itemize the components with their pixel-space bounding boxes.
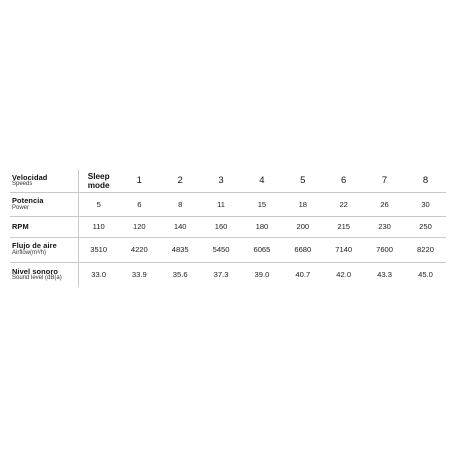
- rpm-label: RPM: [12, 221, 29, 231]
- airflow-value: 4835: [160, 237, 201, 262]
- speed-value-3: 3: [218, 175, 224, 187]
- power-sublabel: Power: [12, 204, 30, 211]
- rpm-value: 215: [323, 216, 364, 237]
- rpm-value: 180: [242, 216, 283, 237]
- power-value: 30: [405, 192, 446, 216]
- sound-level-value: 43.3: [364, 262, 405, 287]
- fan-spec-table: [10, 170, 446, 287]
- sound-level-value: 33.9: [119, 262, 160, 287]
- speed-label: Velocidad: [12, 172, 48, 182]
- power-value: 11: [201, 192, 242, 216]
- power-label: Potencia: [12, 195, 44, 205]
- speed-sublabel: Speeds: [12, 181, 33, 188]
- power-value: 22: [323, 192, 364, 216]
- speed-value-6: 6: [341, 175, 347, 187]
- speed-value-7: 7: [381, 175, 388, 187]
- rpm-row: [10, 216, 446, 237]
- power-value: 15: [242, 192, 283, 216]
- power-value: 18: [282, 192, 323, 216]
- power-row: [10, 192, 446, 216]
- airflow-value: 3510: [78, 237, 119, 262]
- sound-level-value: 33.0: [78, 262, 119, 287]
- sound-level-value: 42.0: [323, 262, 364, 287]
- sound-level-label-cell: [10, 262, 78, 287]
- airflow-value: 6680: [282, 237, 323, 262]
- sound-level-sublabel: Sound level (dB(a): [12, 275, 62, 282]
- rpm-value: 140: [160, 216, 201, 237]
- rpm-label-cell: [10, 216, 78, 237]
- airflow-value: 5450: [201, 237, 242, 262]
- rpm-value: 200: [282, 216, 323, 237]
- speed-row: [10, 170, 446, 192]
- sound-level-row: [10, 262, 446, 287]
- sound-level-value: 40.7: [282, 262, 323, 287]
- airflow-sublabel: Airflow(m³/h): [12, 250, 46, 257]
- airflow-value: 7140: [323, 237, 364, 262]
- speed-value-5: 5: [300, 175, 306, 187]
- power-value: 5: [78, 192, 119, 216]
- speed-value-1: 1: [136, 175, 142, 187]
- power-value: 6: [119, 192, 160, 216]
- rpm-value: 230: [364, 216, 405, 237]
- sound-level-value: 39.0: [242, 262, 283, 287]
- airflow-value: 4220: [119, 237, 160, 262]
- sound-level-value: 35.6: [160, 262, 201, 287]
- speed-value-8: 8: [422, 175, 429, 187]
- airflow-value: 6065: [242, 237, 283, 262]
- power-value: 26: [364, 192, 405, 216]
- speed-value-sleep: Sleep mode: [87, 171, 110, 190]
- rpm-value: 250: [405, 216, 446, 237]
- airflow-label-cell: [10, 237, 78, 262]
- sound-level-value: 45.0: [405, 262, 446, 287]
- sound-level-value: 37.3: [201, 262, 242, 287]
- speed-value-2: 2: [177, 175, 183, 187]
- power-value: 8: [160, 192, 201, 216]
- airflow-row: [10, 237, 446, 262]
- airflow-label: Flujo de aire: [12, 241, 57, 251]
- speed-label-cell: [10, 170, 78, 192]
- airflow-value: 7600: [364, 237, 405, 262]
- rpm-value: 120: [119, 216, 160, 237]
- sound-level-label: Nivel sonoro: [12, 266, 58, 276]
- power-label-cell: [10, 192, 78, 216]
- speed-value-4: 4: [259, 175, 265, 187]
- rpm-value: 160: [201, 216, 242, 237]
- rpm-value: 110: [78, 216, 119, 237]
- airflow-value: 8220: [405, 237, 446, 262]
